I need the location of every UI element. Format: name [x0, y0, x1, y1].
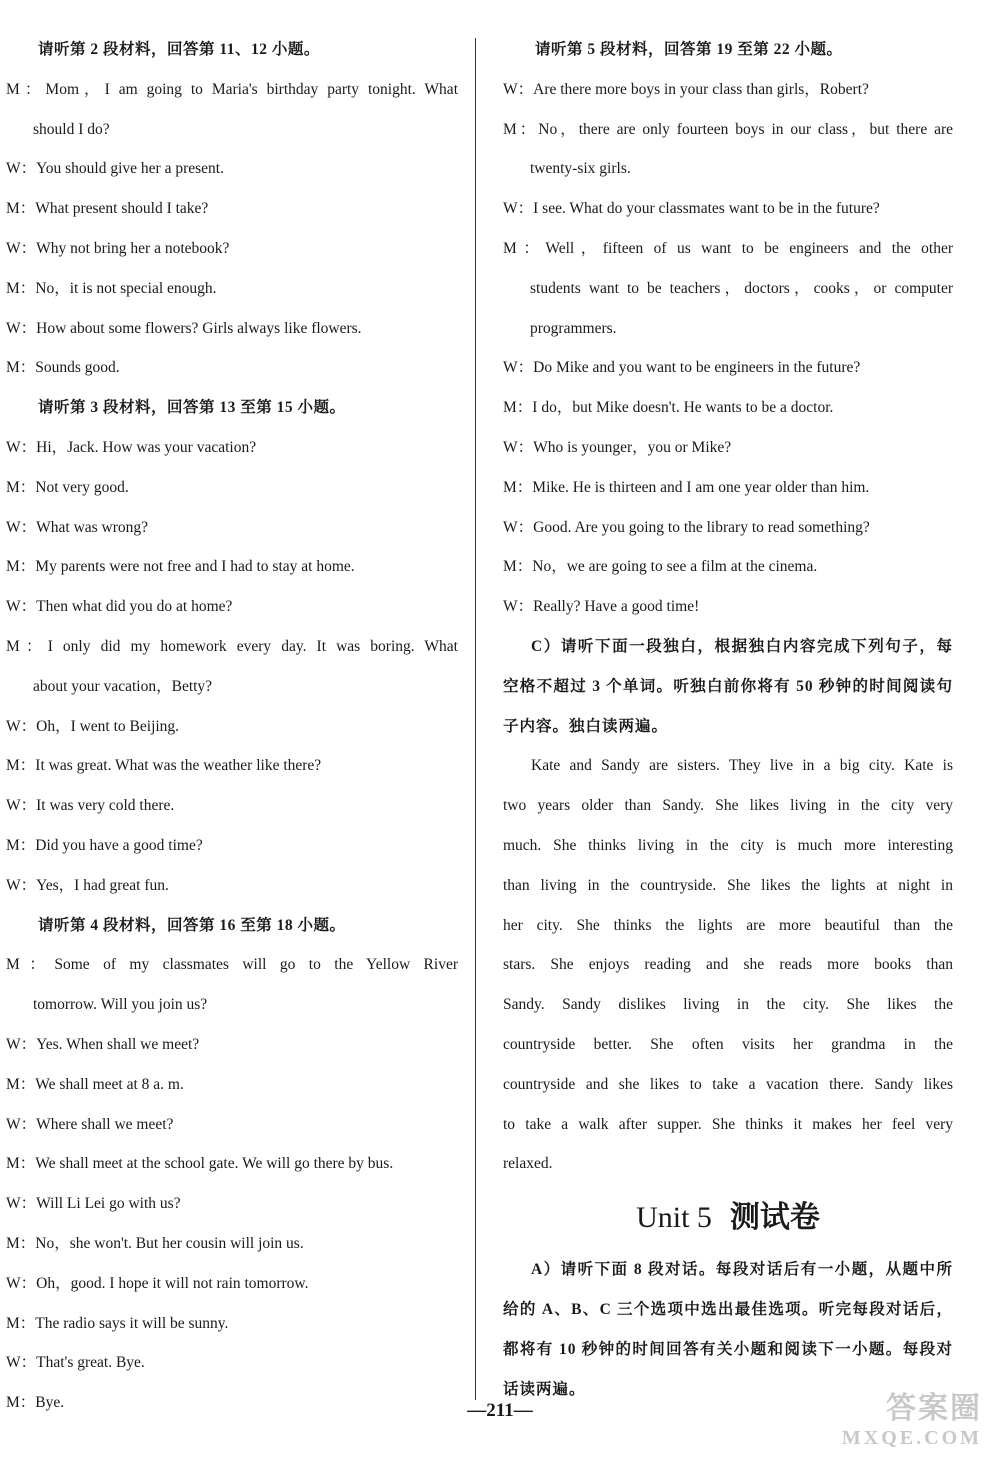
- right-line: M：No，we are going to see a film at the cinema.: [503, 558, 818, 576]
- left-line: W：How about some flowers? Girls always like flowers.: [6, 319, 362, 337]
- left-line: M：It was great. What was the weather like there?: [6, 757, 322, 775]
- section-a-line: 话读两遍。: [503, 1380, 586, 1398]
- right-line: 请听第 5 段材料，回答第 19 至第 22 小题。: [535, 41, 843, 58]
- left-line: M：The radio says it will be sunny.: [6, 1314, 229, 1332]
- unit-title-zh: 测试卷: [729, 1201, 820, 1235]
- column-divider: [475, 38, 476, 1400]
- section-a-line: A）请听下面 8 段对话。每段对话后有一小题，从题中所: [531, 1261, 953, 1279]
- left-column: [6, 30, 458, 1423]
- left-line: M：No，she won't. But her cousin will join us.: [6, 1234, 304, 1252]
- unit-title: [503, 1190, 953, 1246]
- left-line: W：That's great. Bye.: [6, 1354, 145, 1372]
- left-line: W：Yes. When shall we meet?: [6, 1035, 200, 1053]
- right-line: W：Really? Have a good time!: [503, 598, 700, 616]
- right-line: M：I do，but Mike doesn't. He wants to be a doctor.: [503, 399, 834, 417]
- left-line: M：Some of my classmates will go to the Yellow River: [6, 956, 458, 974]
- right-line: her city. She thinks the lights are more beautiful than the: [503, 916, 953, 934]
- left-line: M：Sounds good.: [6, 359, 120, 377]
- page-number: —211—: [467, 1400, 533, 1421]
- left-line: M：We shall meet at 8 a. m.: [6, 1075, 184, 1093]
- left-line: W：What was wrong?: [6, 518, 149, 536]
- right-line: W：Are there more boys in your class than girls，Robert?: [503, 80, 869, 98]
- right-line: than living in the countryside. She likes the lights at night in: [503, 876, 953, 894]
- section-a-instructions: [503, 1250, 953, 1409]
- right-column-text: [503, 30, 953, 1184]
- left-line: M：My parents were not free and I had to stay at home.: [6, 558, 355, 576]
- left-line: W：Oh，good. I hope it will not rain tomorrow.: [6, 1274, 309, 1292]
- left-line: W：It was very cold there.: [6, 797, 175, 815]
- left-line: W：Will Li Lei go with us?: [6, 1195, 181, 1213]
- left-line: 请听第 4 段材料，回答第 16 至第 18 小题。: [38, 916, 346, 934]
- watermark-bottom: MXQE.COM: [841, 1427, 982, 1449]
- right-line: to take a walk after supper. She thinks it makes her feel very: [503, 1115, 953, 1133]
- right-line: relaxed.: [503, 1155, 553, 1173]
- left-line: M：Mom，I am going to Maria's birthday party tonight. What: [6, 80, 458, 98]
- left-line: tomorrow. Will you join us?: [33, 996, 208, 1014]
- right-line: 空格不超过 3 个单词。听独白前你将有 50 秒钟的时间阅读句: [503, 677, 953, 695]
- left-line: W：Then what did you do at home?: [6, 598, 233, 616]
- left-line: M：Bye.: [6, 1394, 65, 1412]
- right-line: W：Good. Are you going to the library to read something?: [503, 518, 870, 536]
- left-line: W：Where shall we meet?: [6, 1115, 174, 1133]
- left-line: about your vacation，Betty?: [33, 677, 213, 695]
- left-line: W：Oh，I went to Beijing.: [6, 717, 180, 735]
- left-line: 请听第 3 段材料，回答第 13 至第 15 小题。: [38, 399, 346, 417]
- left-line: M：I only did my homework every day. It was boring. What: [6, 637, 458, 655]
- left-line: M：No，it is not special enough.: [6, 279, 217, 297]
- right-line: much. She thinks living in the city is much more interesting: [503, 836, 953, 854]
- left-line: W：Hi，Jack. How was your vacation?: [6, 438, 257, 456]
- section-a-line: 都将有 10 秒钟的时间回答有关小题和阅读下一小题。每段对: [503, 1340, 953, 1358]
- right-line: M：Well，fifteen of us want to be engineers and the other: [503, 239, 953, 257]
- right-line: C）请听下面一段独白，根据独白内容完成下列句子，每: [531, 637, 953, 655]
- right-line: M：Mike. He is thirteen and I am one year older than him.: [503, 478, 870, 496]
- left-line: should I do?: [33, 120, 110, 138]
- left-line: M：What present should I take?: [6, 200, 209, 218]
- watermark-logo: [832, 1392, 982, 1456]
- right-line: countryside better. She often visits her grandma in the: [503, 1035, 953, 1053]
- right-line: stars. She enjoys reading and she reads more books than: [503, 956, 953, 974]
- watermark-top: 答案圈: [886, 1392, 982, 1425]
- right-line: twenty-six girls.: [530, 160, 631, 178]
- right-line: two years older than Sandy. She likes living in the city very: [503, 797, 953, 815]
- section-a-line: 给的 A、B、C 三个选项中选出最佳选项。听完每段对话后，: [503, 1300, 953, 1318]
- right-line: Kate and Sandy are sisters. They live in a big city. Kate is: [531, 757, 953, 775]
- left-line: W：Why not bring her a notebook?: [6, 239, 230, 257]
- right-line: countryside and she likes to take a vacation there. Sandy likes: [503, 1075, 953, 1093]
- right-line: students want to be teachers，doctors，cooks，or computer: [530, 279, 953, 297]
- right-line: 子内容。独白读两遍。: [503, 717, 669, 735]
- left-line: W：You should give her a present.: [6, 160, 224, 178]
- left-line: W：Yes，I had great fun.: [6, 876, 169, 894]
- right-column: [503, 30, 953, 1409]
- left-line: M：Not very good.: [6, 478, 129, 496]
- left-line: 请听第 2 段材料，回答第 11、12 小题。: [38, 41, 320, 58]
- left-line: M：We shall meet at the school gate. We will go there by bus.: [6, 1155, 394, 1173]
- right-line: programmers.: [530, 319, 617, 337]
- right-line: Sandy. Sandy dislikes living in the city. She likes the: [503, 996, 953, 1014]
- right-line: W：Do Mike and you want to be engineers in the future?: [503, 359, 861, 377]
- right-line: W：Who is younger，you or Mike?: [503, 438, 732, 456]
- right-line: W：I see. What do your classmates want to be in the future?: [503, 200, 880, 218]
- unit-title-en: Unit 5: [636, 1201, 712, 1235]
- left-line: M：Did you have a good time?: [6, 836, 203, 854]
- right-line: M：No，there are only fourteen boys in our class，but there are: [503, 120, 953, 138]
